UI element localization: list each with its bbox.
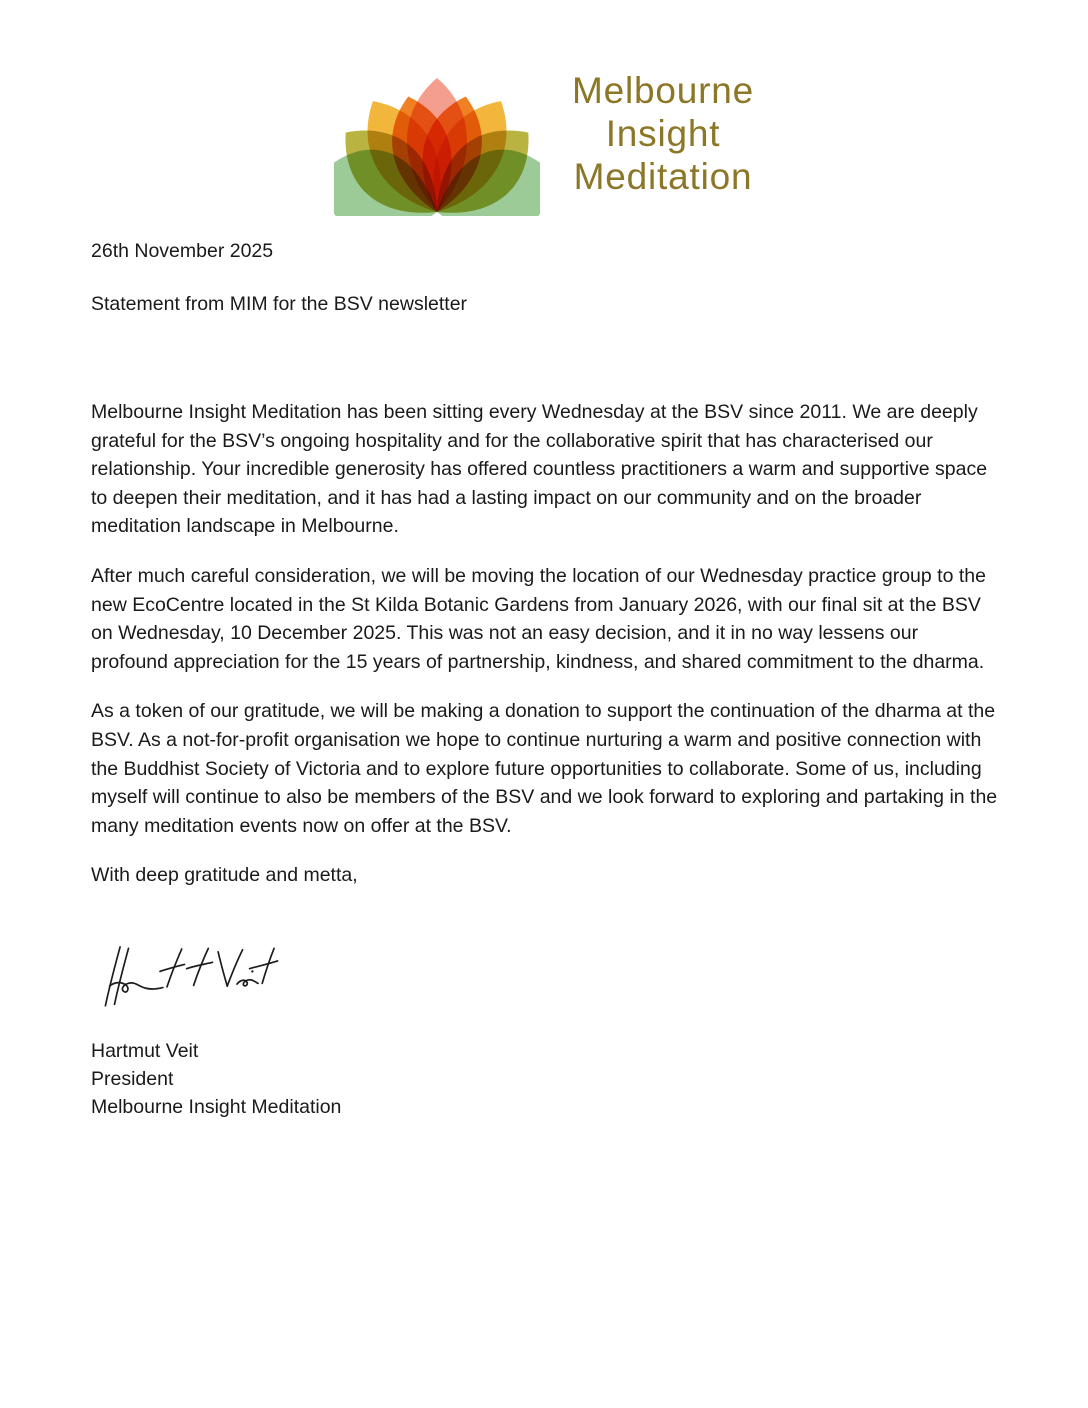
signatory-title: President (91, 1067, 174, 1090)
letter-subject: Statement from MIM for the BSV newsletter (91, 293, 468, 315)
handwritten-signature (97, 934, 999, 1023)
org-logo (0, 0, 1088, 216)
paragraph-3: As a token of our gratitude, we will be making a donation to support the continuation of the dharma at the BSV. As a not-for-profit organisation we hope to continue nurturing a warm and positive connection with the Buddhist Society of Victoria and to explore future opportunities to collaborate. Some of us, including myself will continue to also be members of the BSV and we look forward to exploring and partaking in the many meditation events now on offer at the BSV. (91, 700, 998, 837)
signatory-name: Hartmut Veit (91, 1039, 199, 1062)
letter-date: 26th November 2025 (91, 240, 274, 262)
lotus-flower-icon (334, 50, 540, 216)
signature-image (97, 934, 279, 1018)
wordmark-line-3: Meditation (573, 155, 753, 197)
signature-block (91, 1037, 999, 1121)
signatory-organisation: Melbourne Insight Meditation (91, 1095, 342, 1118)
wordmark-line-2: Insight (605, 112, 721, 154)
org-wordmark (572, 69, 754, 198)
closing-line: With deep gratitude and metta, (91, 864, 358, 887)
paragraph-1: Melbourne Insight Meditation has been sitting every Wednesday at the BSV since 2011. We are deeply grateful for the BSV’s ongoing hospitality and for the collaborative spirit that has characterised our relationship. Your incredible generosity has offered countless practitioners a warm and supportive space to deepen their meditation, and it has had a lasting impact on our community and on the broader meditation landscape in Melbourne. (91, 401, 988, 538)
letter-body (91, 237, 999, 1121)
paragraph-2: After much careful consideration, we will be moving the location of our Wednesday practice group to the new EcoCentre located in the St Kilda Botanic Gardens from January 2026, with our final sit at the BSV on Wednesday, 10 December 2025. This was not an easy decision, and it in no way lessens our profound appreciation for the 15 years of partnership, kindness, and shared commitment to the dharma. (91, 564, 986, 673)
wordmark-line-1: Melbourne (571, 69, 755, 111)
